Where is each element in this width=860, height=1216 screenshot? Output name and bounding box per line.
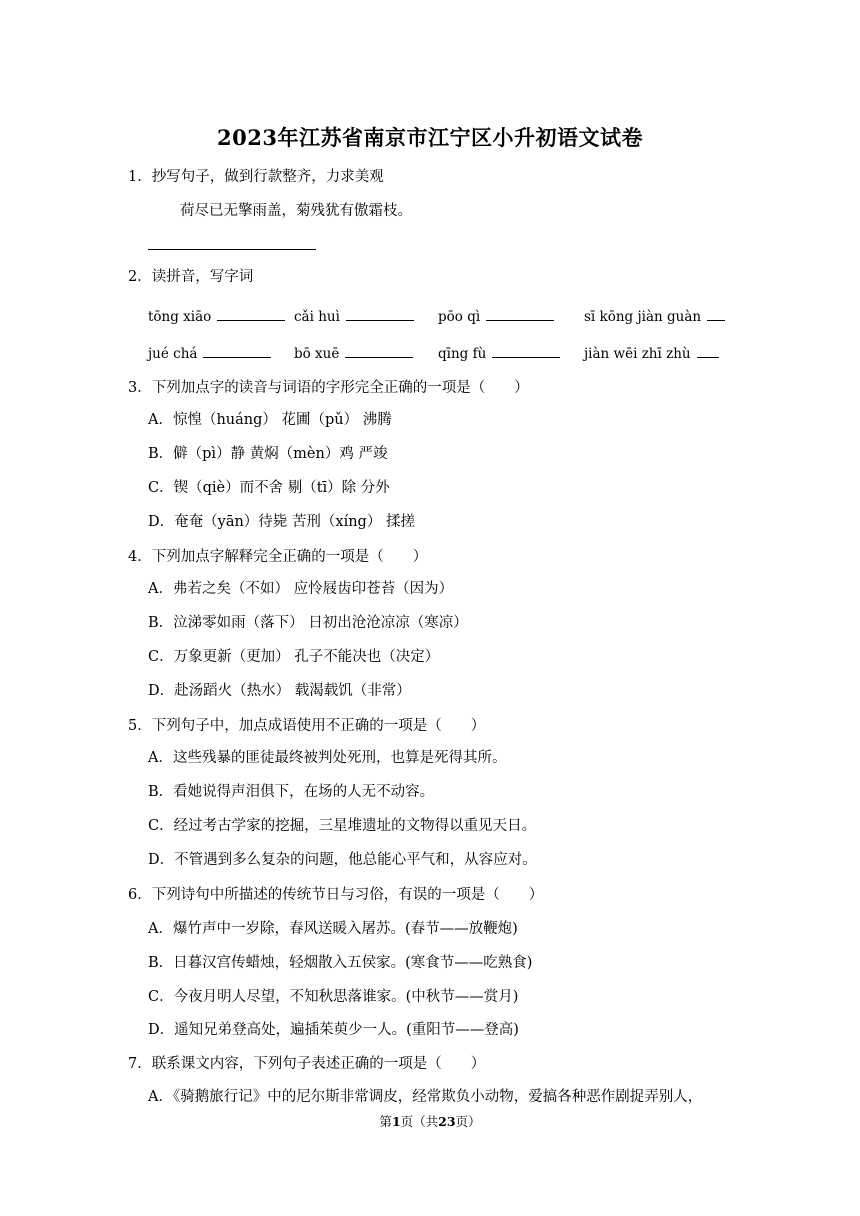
question-6-option-c: C．今夜月明人尽望，不知秋思落谁家。(中秋节——赏月) xyxy=(148,989,519,1005)
footer-total-pages: 23 xyxy=(438,1114,456,1129)
pinyin-item xyxy=(294,343,413,362)
question-6-stem: 6．下列诗句中所描述的传统节日与习俗，有误的一项是（ ） xyxy=(128,887,544,903)
pinyin-blank xyxy=(697,343,719,358)
question-7-option-a: A．《骑鹅旅行记》中的尼尔斯非常调皮，经常欺负小动物，爱搞各种恶作剧捉弄别人， xyxy=(148,1089,703,1105)
question-5-option-d: D．不管遇到多么复杂的问题，他总能心平气和，从容应对。 xyxy=(148,852,537,868)
pinyin-text: qīng fù xyxy=(438,346,487,362)
question-3-option-d: D．奄奄（yān）待毙 苦刑（xíng） 揉搓 xyxy=(148,514,415,530)
pinyin-blank xyxy=(492,343,560,358)
answer-blank-line xyxy=(148,249,316,250)
pinyin-item xyxy=(148,343,271,362)
pinyin-text: tōng xiāo xyxy=(148,309,212,325)
pinyin-item xyxy=(584,306,725,325)
question-4-option-d: D．赴汤蹈火（热水） 载渴载饥（非常） xyxy=(148,683,411,699)
pinyin-item xyxy=(438,306,554,325)
pinyin-item xyxy=(148,306,285,325)
footer-page-number: 1 xyxy=(391,1114,401,1129)
pinyin-blank xyxy=(217,306,285,321)
question-1-stem: 1．抄写句子，做到行款整齐，力求美观 xyxy=(128,169,384,185)
question-5-option-a: A．这些残暴的匪徒最终被判处死刑，也算是死得其所。 xyxy=(148,750,507,766)
pinyin-text: cǎi huì xyxy=(294,309,340,325)
question-4-stem: 4．下列加点字解释完全正确的一项是（ ） xyxy=(128,549,428,565)
page-title: 2023年江苏省南京市江宁区小升初语文试卷 xyxy=(217,125,643,150)
pinyin-row-2 xyxy=(148,343,748,363)
pinyin-item xyxy=(438,343,560,362)
pinyin-blank xyxy=(345,343,413,358)
question-3-stem: 3．下列加点字的读音与词语的字形完全正确的一项是（ ） xyxy=(128,380,529,396)
pinyin-text: pōo qì xyxy=(438,309,481,325)
pinyin-text: jiàn wēi zhī zhù xyxy=(584,346,691,362)
question-5-option-b: B．看她说得声泪俱下，在场的人无不动容。 xyxy=(148,784,435,800)
pinyin-text: bō xuē xyxy=(294,346,340,362)
question-6-option-d: D．遥知兄弟登高处，遍插茱萸少一人。(重阳节——登高) xyxy=(148,1022,519,1038)
question-5-option-c: C．经过考古学家的挖掘，三星堆遗址的文物得以重见天日。 xyxy=(148,818,537,834)
question-3-option-b: B．僻（pì）静 黄焖（mèn）鸡 严竣 xyxy=(148,446,388,462)
page-footer xyxy=(0,1112,860,1130)
pinyin-item xyxy=(584,343,719,362)
question-4-option-b: B．泣涕零如雨（落下） 日初出沧沧凉凉（寒凉） xyxy=(148,615,468,631)
pinyin-blank xyxy=(346,306,414,321)
pinyin-text: jué chá xyxy=(148,346,198,362)
pinyin-text: sī kōng jiàn guàn xyxy=(584,309,702,325)
question-7-stem: 7．联系课文内容，下列句子表述正确的一项是（ ） xyxy=(128,1056,486,1072)
question-6-option-b: B．日暮汉宫传蜡烛，轻烟散入五侯家。(寒食节——吃熟食) xyxy=(148,955,533,971)
pinyin-blank xyxy=(486,306,554,321)
pinyin-row-1 xyxy=(148,306,748,326)
question-4-option-a: A．弗若之矣（不如） 应怜屐齿印苍苔（因为） xyxy=(148,581,454,597)
footer-prefix: 第 xyxy=(379,1114,392,1129)
question-2-stem: 2．读拼音，写字词 xyxy=(128,269,254,285)
question-1-sentence: 荷尽已无擎雨盖，菊残犹有傲霜枝。 xyxy=(180,203,412,219)
pinyin-item xyxy=(294,306,414,325)
question-6-option-a: A．爆竹声中一岁除，春风送暖入屠苏。(春节——放鞭炮) xyxy=(148,921,518,937)
footer-mid: 页（共 xyxy=(400,1114,439,1129)
question-5-stem: 5．下列句子中，加点成语使用不正确的一项是（ ） xyxy=(128,718,486,734)
question-3-option-c: C．锲（qiè）而不舍 剔（tī）除 分外 xyxy=(148,480,390,496)
question-4-option-c: C．万象更新（更加） 孔子不能决也（决定） xyxy=(148,649,440,665)
footer-suffix: 页） xyxy=(455,1114,481,1129)
pinyin-blank xyxy=(707,306,725,321)
question-3-option-a: A．惊惶（huáng） 花圃（pǔ） 沸腾 xyxy=(148,412,392,428)
pinyin-blank xyxy=(203,343,271,358)
